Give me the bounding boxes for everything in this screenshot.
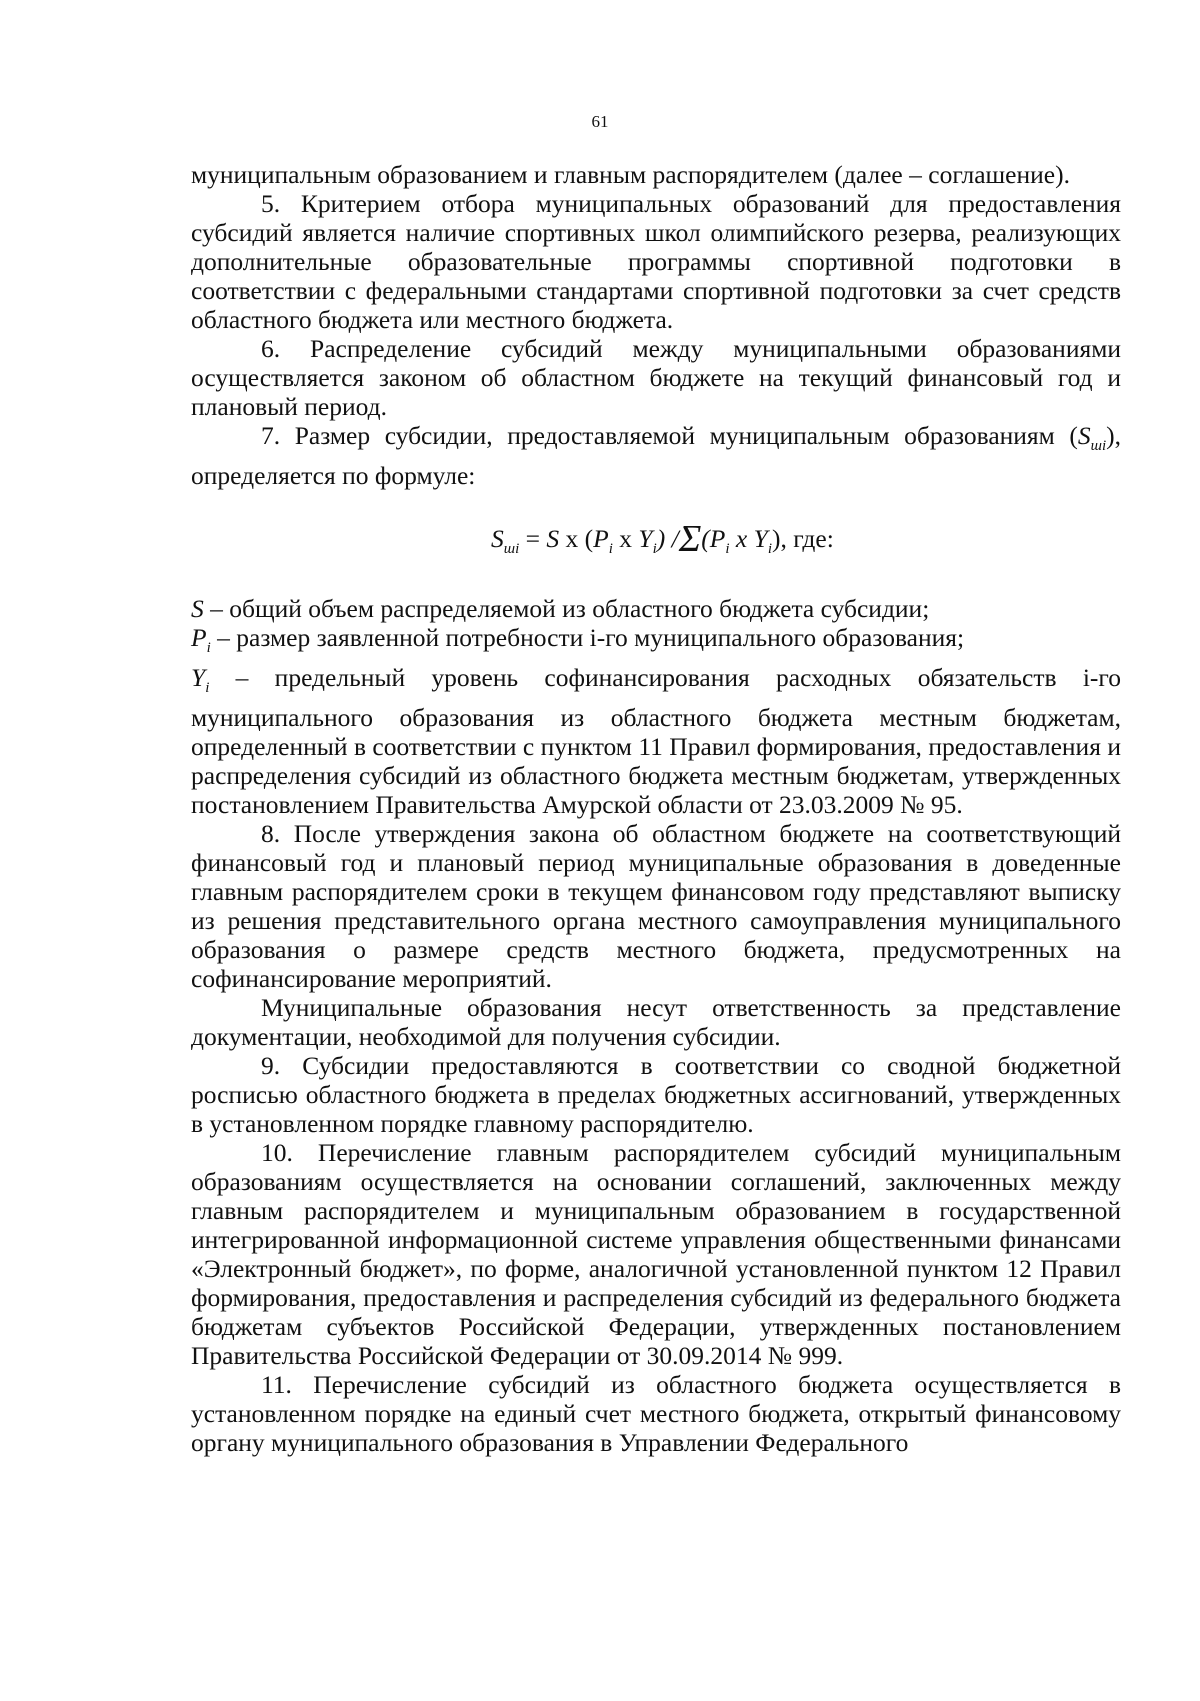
paragraph-10: 10. Перечисление главным распорядителем субсидий муниципальным образованиям осуществляется на основании соглашений, заключенных между главным распорядителем и муниципальным образованием в государственной интегрированной информационной системе управления общественными финансами «Электронный бюджет», по форме, аналогичной установленной пунктом 12 Правил формирования, предоставления и распределения субсидий из федерального бюджета бюджетам субъектов Российской Федерации, утвержденных постановлением Правительства Российской Федерации от 30.09.2014 № 999. bbox=[191, 1138, 1121, 1371]
definition-p bbox=[191, 623, 1121, 663]
formula-times-2: х bbox=[612, 524, 639, 554]
formula-p-sub: i bbox=[608, 541, 613, 558]
formula-eq: = bbox=[519, 524, 547, 554]
paragraph-11: 11. Перечисление субсидий из областного бюджета осуществляется в установленном порядке на единый счет местного бюджета, открытый финансовому органу муниципального образования в Управлении Федерального bbox=[191, 1370, 1121, 1458]
paragraph-continuation: муниципальным образованием и главным распорядителем (далее – соглашение). bbox=[191, 160, 1070, 189]
definition-s-text: – общий объем распределяемой из областного бюджета субсидии; bbox=[203, 594, 930, 624]
definition-y-sub: i bbox=[205, 680, 210, 697]
definition-y-text: – предельный уровень софинансирования расходных обязательств i-го муниципального образования из областного бюджета местным бюджетам, определенный в соответствии с пунктом 11 Правил формирования, предоставления и распределения субсидий из областного бюджета местным бюджетам, утвержденных постановлением Правительства Амурской области от 23.03.2009 № 95. bbox=[191, 663, 1121, 820]
paragraph-8: 8. После утверждения закона об областном бюджете на соответствующий финансовый год и плановый период муниципальные образования в доведенные главным распорядителем сроки в текущем финансовом году представляют выписку из решения представительного органа местного самоуправления муниципального образования о размере средств местного бюджета, предусмотренных на софинансирование мероприятий. bbox=[191, 819, 1121, 994]
formula-lhs-sub: шi bbox=[503, 541, 520, 558]
formula-lhs: S bbox=[491, 524, 504, 554]
formula-close-1: ) / bbox=[656, 524, 679, 554]
paragraph-7-sub: шi bbox=[1090, 438, 1107, 455]
definition-y bbox=[191, 663, 1121, 819]
formula-p: P bbox=[593, 524, 609, 554]
paragraph-7-var: S bbox=[1077, 421, 1091, 450]
subsidy-formula bbox=[191, 518, 1121, 564]
formula-close-2: ), где: bbox=[771, 524, 834, 554]
formula-y2: Y bbox=[753, 524, 768, 554]
formula-open-2: ( bbox=[701, 524, 710, 554]
paragraph-5: 5. Критерием отбора муниципальных образований для предоставления субсидий является наличие спортивных школ олимпийского резерва, реализующих дополнительные образовательные программы спортивной подготовки в соответствии с федеральными стандартами спортивной подготовки за счет средств областного бюджета или местного бюджета. bbox=[191, 189, 1121, 334]
definition-s bbox=[191, 594, 1121, 623]
formula-y: Y bbox=[638, 524, 653, 554]
definition-s-var: S bbox=[191, 594, 204, 624]
paragraph-7 bbox=[191, 421, 1121, 490]
paragraph-7-text-b: ), определяется по формуле: bbox=[191, 421, 1121, 491]
formula-times-1: х ( bbox=[559, 524, 594, 554]
paragraph-6: 6. Распределение субсидий между муниципальными образованиями осуществляется законом об областном бюджете на текущий финансовый год и плановый период. bbox=[191, 334, 1121, 421]
definition-y-var: Y bbox=[191, 663, 206, 693]
definition-p-sub: i bbox=[206, 640, 211, 657]
paragraph-7-text-a: 7. Размер субсидии, предоставляемой муниципальным образованиям ( bbox=[261, 421, 1078, 450]
paragraph-8-responsibility: Муниципальные образования несут ответственность за представление документации, необходимой для получения субсидии. bbox=[191, 993, 1121, 1052]
formula-p2-sub: i bbox=[725, 541, 730, 558]
document-body bbox=[191, 160, 1121, 1457]
formula-p2: P bbox=[709, 524, 726, 554]
definition-p-var: P bbox=[191, 623, 207, 653]
page-number: 61 bbox=[591, 112, 609, 131]
definition-p-text: – размер заявленной потребности i-го муниципального образования; bbox=[210, 623, 965, 653]
formula-times-3: х bbox=[729, 524, 754, 554]
formula-s: S bbox=[546, 524, 560, 554]
sigma-symbol: Σ bbox=[678, 518, 702, 561]
formula-y-sub: i bbox=[652, 541, 657, 558]
formula-y2-sub: i bbox=[767, 541, 772, 558]
paragraph-9: 9. Субсидии предоставляются в соответствии со сводной бюджетной росписью областного бюджета в пределах бюджетных ассигнований, утвержденных в установленном порядке главному распорядителю. bbox=[191, 1051, 1121, 1139]
